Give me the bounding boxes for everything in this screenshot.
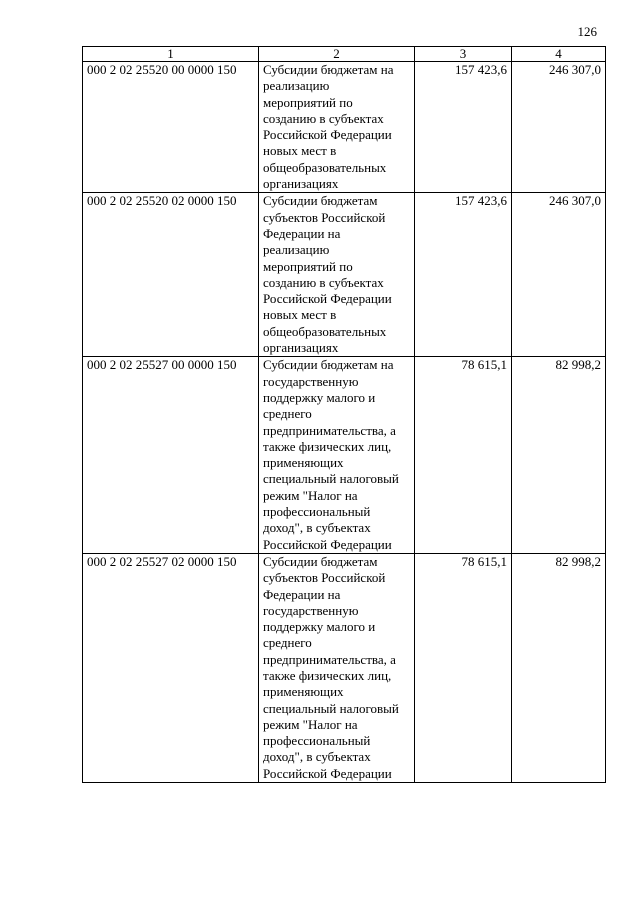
amount-col-4: 246 307,0 xyxy=(512,62,606,193)
table-row xyxy=(83,193,606,357)
item-description: Субсидии бюджетам субъектов Российской Федерации на реализацию мероприятий по созданию в субъектах Российской Федерации новых мест в общеобразовательных организациях xyxy=(259,193,415,357)
amount-col-4: 82 998,2 xyxy=(512,357,606,554)
table-row xyxy=(83,62,606,193)
budget-table xyxy=(82,46,606,783)
amount-col-4: 82 998,2 xyxy=(512,553,606,782)
budget-code: 000 2 02 25527 00 0000 150 xyxy=(83,357,259,554)
budget-code: 000 2 02 25520 02 0000 150 xyxy=(83,193,259,357)
page-number: 126 xyxy=(577,24,597,39)
item-description: Субсидии бюджетам субъектов Российской Федерации на государственную поддержку малого и среднего предпринимательства, а также физических лиц, применяющих специальный налоговый режим "Налог на профессиональный доход", в субъектах Российской Федерации xyxy=(259,553,415,782)
header-col-4: 4 xyxy=(512,47,606,62)
budget-code: 000 2 02 25520 00 0000 150 xyxy=(83,62,259,193)
budget-code: 000 2 02 25527 02 0000 150 xyxy=(83,553,259,782)
amount-col-3: 78 615,1 xyxy=(415,553,512,782)
item-description: Субсидии бюджетам на реализацию мероприятий по созданию в субъектах Российской Федерации новых мест в общеобразовательных организациях xyxy=(259,62,415,193)
header-row xyxy=(83,47,606,62)
item-description: Субсидии бюджетам на государственную поддержку малого и среднего предпринимательства, а также физических лиц, применяющих специальный налоговый режим "Налог на профессиональный доход", в субъектах Российской Федерации xyxy=(259,357,415,554)
table-row xyxy=(83,357,606,554)
amount-col-3: 157 423,6 xyxy=(415,62,512,193)
header-col-1: 1 xyxy=(83,47,259,62)
amount-col-3: 78 615,1 xyxy=(415,357,512,554)
amount-col-4: 246 307,0 xyxy=(512,193,606,357)
amount-col-3: 157 423,6 xyxy=(415,193,512,357)
header-col-2: 2 xyxy=(259,47,415,62)
header-col-3: 3 xyxy=(415,47,512,62)
table-row xyxy=(83,553,606,782)
